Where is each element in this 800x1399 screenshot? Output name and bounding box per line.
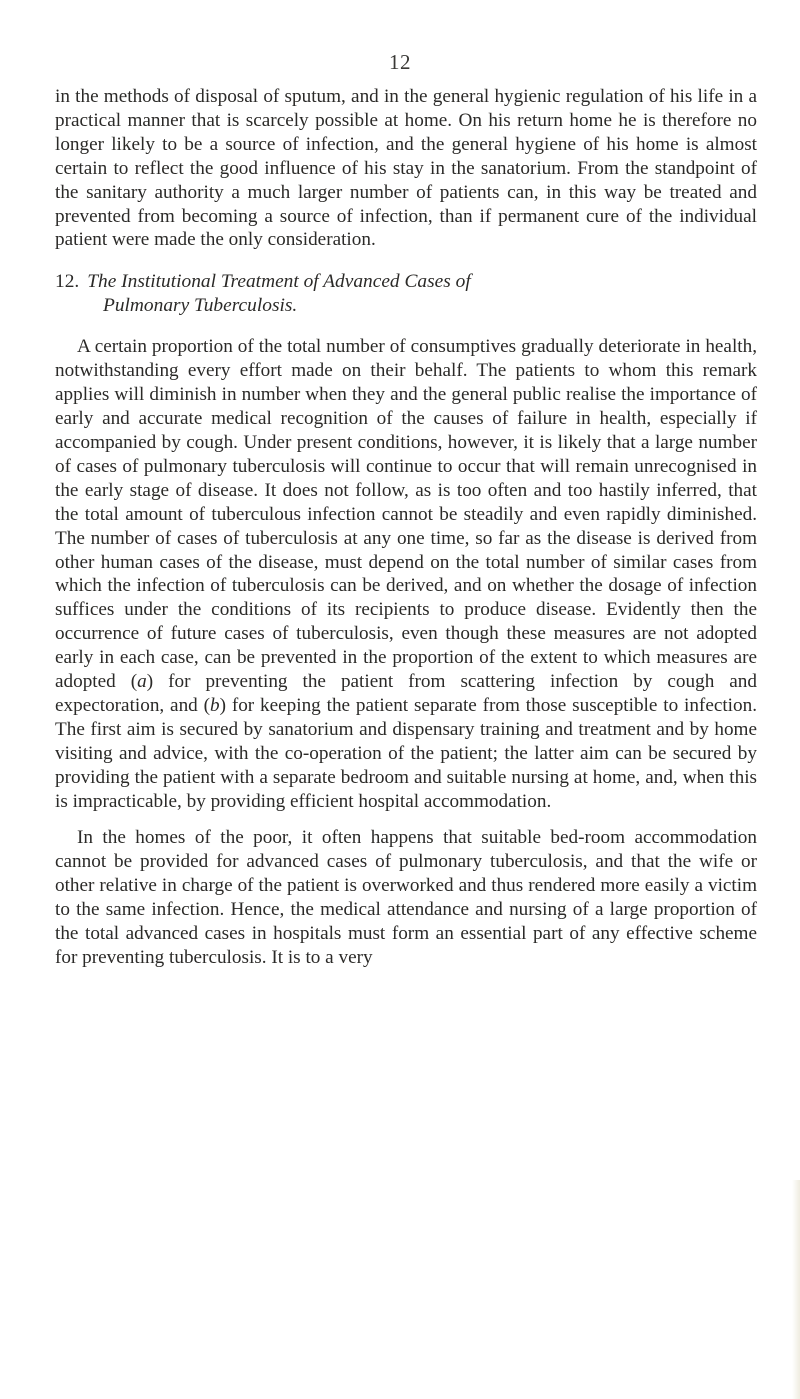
paragraph-continued: in the methods of disposal of sputum, and in the general hygienic regulation of his life in a practical manner that is scarcely possible at home. On his return home he is therefore no longer likely to be a source of infection, and the general hygiene of his home is almost certain to reflect the good influence of his stay in the sanatorium. From the standpoint of the sanitary authority a much larger number of patients can, in this way be treated and prevented from becoming a source of infection, than if permanent cure of the individual patient were made the only consideration. [55,86,757,251]
page-number: 12 [389,50,411,74]
section-title-line-1: The Institutional Treatment of Advanced Cases of [87,271,471,293]
enumeration-a: a [137,671,147,693]
paragraph-text: ) for keeping the patient separate from those susceptible to infection. The first aim is secured by sanatorium and dispensary training and treatment and by home visiting and advice, with the co-operation of the patient; the latter aim can be secured by providing the patient with a separate bedroom and suitable nursing at home, and, when this is impracticable, by providing efficient hospital accommodation. [55,694,757,812]
paragraph-text: A certain proportion of the total number of consumptives gradually deteriorate in health, notwithstanding every effort made on their behalf. The patients to whom this remark applies will diminish in number when they and the general public realise the importance of early and accurate medical recognition of the causes of failure in health, especially if accompanied by cough. Under present conditions, however, it is likely that a large number of cases of pulmonary tuberculosis will continue to occur that will remain unrecognised in the early stage of disease. It does not follow, as is too often and too hastily inferred, that the total amount of tuberculous infection cannot be steadily and even rapidly diminished. The number of cases of tuberculosis at any one time, so far as the disease is derived from other human cases of the disease, must depend on the total number of similar cases from which the infection of tuberculosis can be derived, and on whether the dosage of infection suffices under the conditions of its recipients to produce disease. Evidently then the occurrence of future cases of tuberculosis, even though these measures are not adopted early in each case, can be prevented in the proportion of the extent to which measures are adopted ( [55,336,757,693]
page-content [55,85,757,970]
enumeration-b: b [210,694,220,716]
paragraph-homes-of-poor: In the homes of the poor, it often happens that suitable bed-room accommodation cannot be provided for advanced cases of pulmonary tuberculosis, and that the wife or other relative in charge of the patient is overworked and thus rendered more easily a victim to the same infection. Hence, the medical attendance and nursing of a large proportion of the total advanced cases in hospitals must form an essential part of any effective scheme for preventing tuberculosis. It is to a very [55,827,757,968]
section-heading [55,270,757,317]
section-number: 12. [55,271,80,293]
page-edge-shadow [792,1180,800,1399]
section-title-line-2: Pulmonary Tuberculosis. [103,294,298,316]
paragraph-advanced-cases [55,335,757,813]
paragraph-text: ) for preventing the patient from scattering infection by cough and expectoration, and ( [55,671,757,716]
